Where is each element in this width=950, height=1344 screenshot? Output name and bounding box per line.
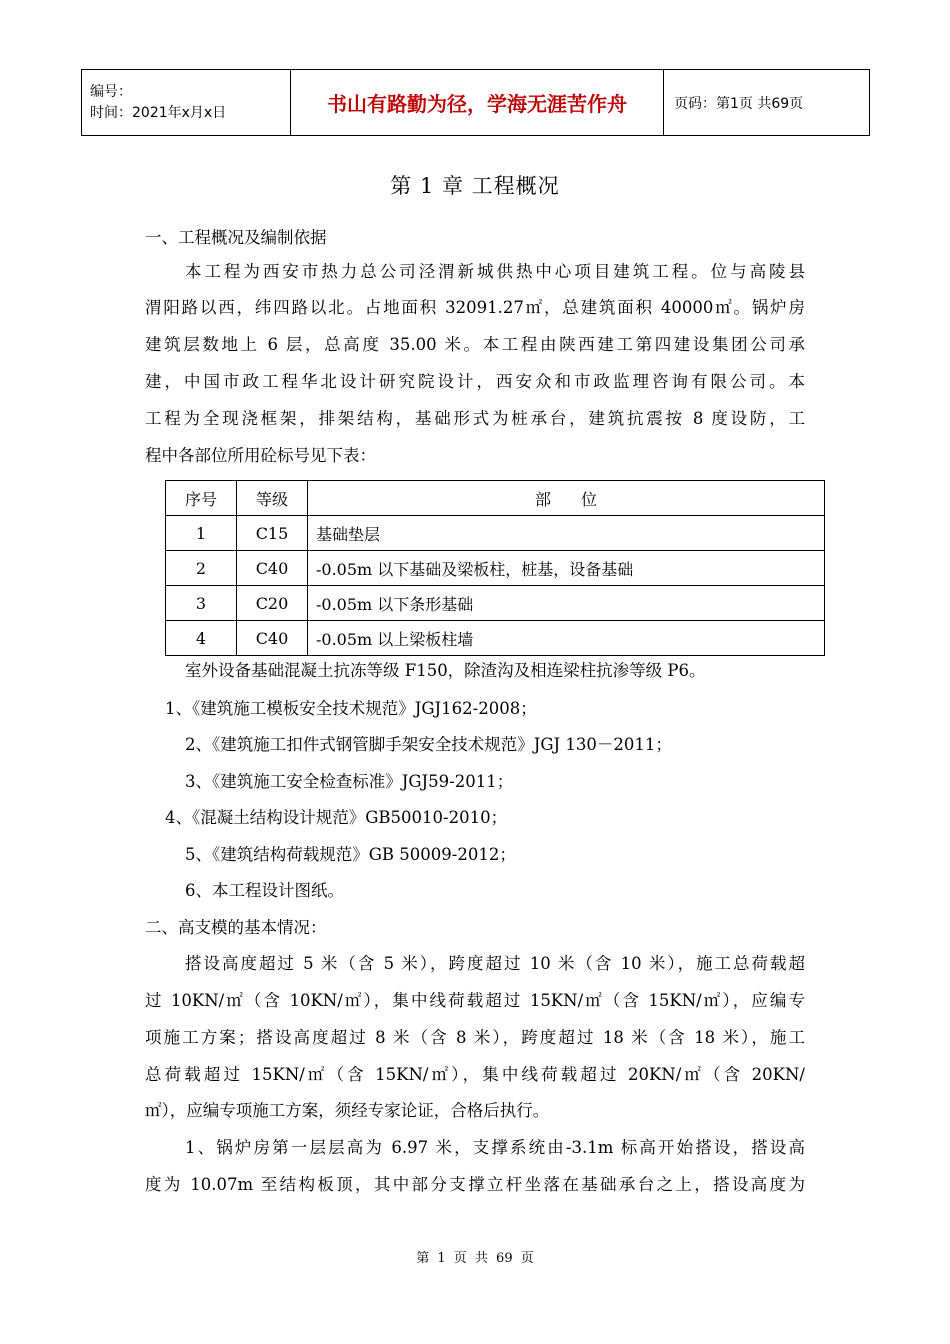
- table-row: [166, 621, 825, 656]
- reference-item: 2、《建筑施工扣件式钢管脚手架安全技术规范》JGJ 130－2011；: [185, 735, 672, 754]
- section2-heading: 二、高支模的基本情况：: [145, 918, 327, 937]
- section2-para-line: 搭设高度超过 5 米（含 5 米），跨度超过 10 米（含 10 米），施工总荷载超: [185, 954, 805, 973]
- table-row: [166, 551, 825, 586]
- header-motto: 书山有路勤为径，学海无涯苦作舟: [291, 70, 664, 136]
- reference-item: 1、《建筑施工模板安全技术规范》JGJ162-2008；: [165, 699, 537, 718]
- header-page-number: 页码：第1页 共69页: [664, 70, 870, 136]
- reference-item: 6、本工程设计图纸。: [185, 881, 344, 900]
- section2-para-line: 1、锅炉房第一层层高为 6.97 米，支撑系统由-3.1m 标高开始搭设，搭设高: [185, 1138, 805, 1157]
- reference-item: 4、《混凝土结构设计规范》GB50010-2010；: [165, 808, 508, 827]
- table-cell: C15: [237, 516, 308, 551]
- table-cell: C20: [237, 586, 308, 621]
- table-header-cell: 序号: [166, 481, 237, 516]
- table-row: [166, 516, 825, 551]
- reference-item: 5、《建筑结构荷载规范》GB 50009-2012；: [185, 845, 516, 864]
- frost-resistance-note: 室外设备基础混凝土抗冻等级 F150，除渣沟及相连梁柱抗渗等级 P6。: [185, 661, 706, 680]
- table-cell: -0.05m 以下基础及梁板柱，桩基，设备基础: [308, 551, 825, 586]
- section2-para-line: 过 10KN/㎡（含 10KN/㎡），集中线荷载超过 15KN/㎡（含 15KN/㎡），应编专: [145, 991, 805, 1010]
- section2-para-line: 度为 10.07m 至结构板顶，其中部分支撑立杆坐落在基础承台之上，搭设高度为: [145, 1175, 805, 1194]
- section1-para-line: 建筑层数地上 6 层，总高度 35.00 米。本工程由陕西建工第四建设集团公司承: [145, 335, 805, 354]
- section1-para-line: 本工程为西安市热力总公司泾渭新城供热中心项目建筑工程。位与高陵县: [185, 262, 805, 281]
- table-cell: 1: [166, 516, 237, 551]
- concrete-grade-table: [165, 480, 825, 656]
- section1-heading: 一、工程概况及编制依据: [145, 228, 327, 247]
- header-meta: [82, 70, 291, 136]
- section2-para-line: ㎡），应编专项施工方案，须经专家论证，合格后执行。: [145, 1101, 550, 1120]
- table-cell: 2: [166, 551, 237, 586]
- section1-para-line: 工程为全现浇框架，排架结构，基础形式为桩承台，建筑抗震按 8 度设防，工: [145, 409, 805, 428]
- table-cell: 4: [166, 621, 237, 656]
- table-header-cell: 部位: [308, 481, 825, 516]
- table-row: [166, 586, 825, 621]
- table-cell: C40: [237, 551, 308, 586]
- chapter-title: 第 1 章 工程概况: [390, 174, 560, 198]
- page-header: [81, 69, 870, 136]
- page-footer: 第 1 页 共 69 页: [416, 1251, 534, 1266]
- table-cell: -0.05m 以上梁板柱墙: [308, 621, 825, 656]
- table-cell: -0.05m 以下条形基础: [308, 586, 825, 621]
- section1-para-line: 建，中国市政工程华北设计研究院设计，西安众和市政监理咨询有限公司。本: [145, 372, 805, 391]
- table-cell: C40: [237, 621, 308, 656]
- table-cell: 基础垫层: [308, 516, 825, 551]
- table-cell: 3: [166, 586, 237, 621]
- document-time-label: 时间：2021年x月x日: [90, 104, 227, 121]
- document-number-label: 编号：: [90, 83, 132, 100]
- table-header-cell: 等级: [237, 481, 308, 516]
- section1-para-line: 程中各部位所用砼标号见下表：: [145, 446, 376, 465]
- section2-para-line: 项施工方案；搭设高度超过 8 米（含 8 米），跨度超过 18 米（含 18 米），施工: [145, 1028, 805, 1047]
- table-header-row: [166, 481, 825, 516]
- section2-para-line: 总荷载超过 15KN/㎡（含 15KN/㎡），集中线荷载超过 20KN/㎡（含 20KN/: [145, 1065, 805, 1084]
- reference-item: 3、《建筑施工安全检查标准》JGJ59-2011；: [185, 772, 514, 791]
- section1-para-line: 渭阳路以西，纬四路以北。占地面积 32091.27㎡，总建筑面积 40000㎡。锅炉房: [145, 298, 805, 317]
